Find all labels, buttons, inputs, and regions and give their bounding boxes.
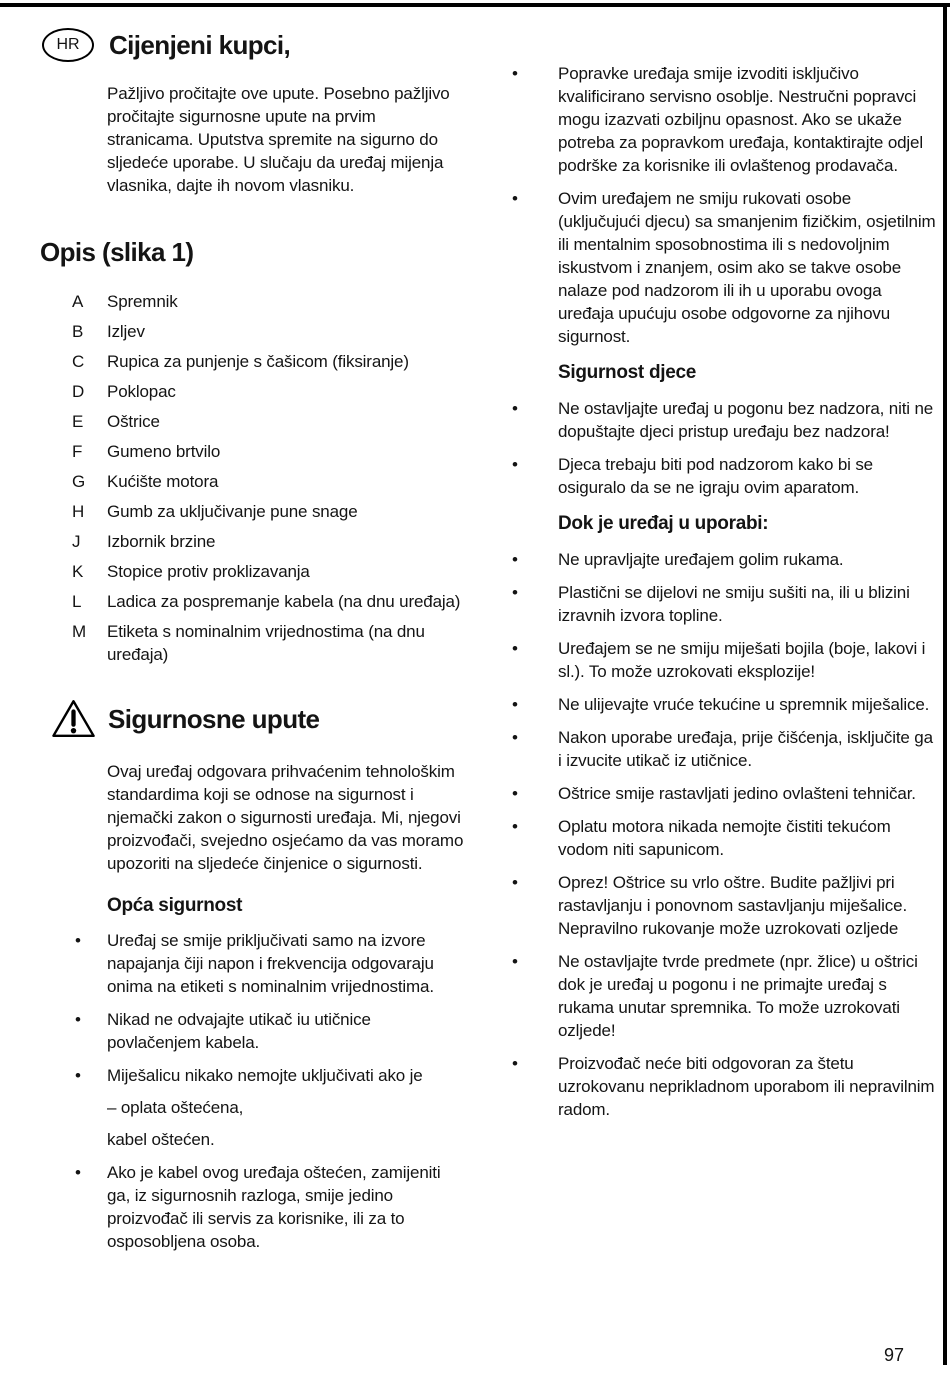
bullet-text: Ne ostavljajte uređaj u pogonu bez nadzora, niti ne dopuštajte djeci pristup uređaju bez nadzora!	[558, 399, 934, 441]
part-label: Izljev	[107, 322, 145, 341]
bullet-item	[508, 397, 936, 443]
bullet-dot: •	[512, 695, 518, 714]
parts-list	[72, 290, 466, 666]
part-row	[72, 350, 466, 373]
part-key: L	[72, 592, 82, 611]
child-safety-title: Sigurnost djece	[558, 362, 697, 383]
part-label: Etiketa s nominalnim vrijednostima (na dnu uređaja)	[107, 622, 425, 664]
bullet-text: Proizvođač neće biti odgovoran za štetu uzrokovanu neprikladnom uporabom ili nepravilnim radom.	[558, 1054, 935, 1119]
bullet-item	[508, 693, 936, 716]
bullet-dot: •	[512, 817, 518, 836]
bullet-text: Oprez! Oštrice su vrlo oštre. Budite pažljivi pri rastavljanju i ponovnom sastavljanju miješalice. Nepravilno rukovanje može uzrokovati ozljede	[558, 873, 908, 938]
bullet-item	[508, 782, 936, 805]
part-row	[72, 620, 466, 666]
safety-header	[50, 698, 466, 740]
safety-title: Sigurnosne upute	[108, 703, 320, 734]
hr-language-badge-icon: HR	[42, 28, 94, 62]
left-column	[0, 0, 466, 1263]
bullet-dot: •	[512, 639, 518, 658]
part-key: K	[72, 562, 84, 581]
bullet-item	[42, 929, 466, 998]
part-row	[72, 470, 466, 493]
bullet-dot: •	[75, 1066, 81, 1085]
part-row	[72, 290, 466, 313]
bullet-item	[42, 1161, 466, 1253]
bullet-item	[508, 453, 936, 499]
bullet-dot: •	[512, 455, 518, 474]
bullet-item	[508, 581, 936, 627]
bullet-text-group	[107, 1064, 466, 1151]
general-safety-title: Opća sigurnost	[107, 895, 243, 916]
bullet-dot: •	[512, 952, 518, 971]
bullet-dot: •	[512, 784, 518, 803]
part-row	[72, 440, 466, 463]
bullet-text: Ako je kabel ovog uređaja oštećen, zamijeniti ga, iz sigurnosnih razloga, smije jedino proizvođač ili servis za korisnike, ili za to osposobljena osoba.	[107, 1163, 441, 1251]
bullet-item	[508, 815, 936, 861]
part-label: Spremnik	[107, 292, 178, 311]
part-label: Oštrice	[107, 412, 160, 431]
part-label: Stopice protiv proklizavanja	[107, 562, 310, 581]
bullet-text: Ovim uređajem ne smiju rukovati osobe (uključujući djecu) sa smanjenim fizičkim, osjetilnim ili mentalnim sposobnostima ili s nedovoljnim iskustvom i znanjem, osim ako se takve osobe nalaze pod nadzorom ili ih u uporabu ovoga uređaja upućuju osobe odgovorne za njihovu sigurnost.	[558, 189, 936, 346]
greeting-title: Cijenjeni kupci,	[109, 29, 291, 60]
part-row	[72, 500, 466, 523]
part-row	[72, 320, 466, 343]
bullet-item	[508, 548, 936, 571]
bullet-text: Ne upravljajte uređajem golim rukama.	[558, 550, 844, 569]
part-row	[72, 530, 466, 553]
part-key: J	[72, 532, 81, 551]
bullet-item	[42, 1064, 466, 1151]
in-use-title: Dok je uređaj u uporabi:	[558, 513, 769, 534]
bullet-item	[508, 187, 936, 348]
greeting-header	[42, 28, 466, 62]
bullet-item	[508, 637, 936, 683]
bullet-dot: •	[512, 728, 518, 747]
part-key: B	[72, 322, 84, 341]
bullet-text: Popravke uređaja smije izvoditi isključivo kvalificirano servisno osoblje. Nestručni popravci mogu izazvati ozbiljnu opasnost. Ako se ukaže potreba za popravkom uređaja, kontaktirajte odjel podrške za korisnike ili ovlaštenog prodavača.	[558, 64, 923, 175]
part-key: M	[72, 622, 87, 641]
part-label: Izbornik brzine	[107, 532, 216, 551]
bullet-dot: •	[512, 189, 518, 208]
part-row	[72, 410, 466, 433]
bullet-dot: •	[512, 583, 518, 602]
bullet-text: Uređaj se smije priključivati samo na izvore napajanja čiji napon i frekvencija odgovaraju onima na etiketi s nominalnim vrijednostima.	[107, 931, 434, 996]
bullet-text: Djeca trebaju biti pod nadzorom kako bi se osiguralo da se ne igraju ovim aparatom.	[558, 455, 873, 497]
part-key: F	[72, 442, 83, 461]
bullet-item	[508, 62, 936, 177]
bullet-text: Nakon uporabe uređaja, prije čišćenja, isključite ga i izvucite utikač iz utičnice.	[558, 728, 933, 770]
bullet-text: Uređajem se ne smiju miješati bojila (boje, lakovi i sl.). To može uzrokovati eksplozije!	[558, 639, 926, 681]
right-column	[466, 0, 950, 1263]
bullet-item	[508, 726, 936, 772]
part-row	[72, 560, 466, 583]
bullet-item	[508, 1052, 936, 1121]
warning-triangle-icon	[50, 698, 97, 740]
bullet-text: Plastični se dijelovi ne smiju sušiti na, ili u blizini izravnih izvora topline.	[558, 583, 910, 625]
page-number: 97	[883, 1345, 904, 1365]
part-key: A	[72, 292, 84, 311]
bullet-dot: •	[512, 873, 518, 892]
bullet-text: Ne ostavljajte tvrde predmete (npr. žlice) u oštrici dok je uređaj u pogonu i ne primajte uređaj s rukama unutar spremnika. To može uzrokovati ozljede!	[558, 952, 918, 1040]
greeting-text: Pažljivo pročitajte ove upute. Posebno pažljivo pročitajte sigurnosne upute na prvim stranicama. Uputstva spremite na sigurno do sljedeće uporabe. U slučaju da uređaj mijenja vlasnika, dajte ih novom vlasniku.	[107, 84, 450, 195]
bullet-dot: •	[512, 399, 518, 418]
bullet-subline: kabel oštećen.	[107, 1130, 215, 1149]
bullet-text: Miješalicu nikako nemojte uključivati ako je	[107, 1066, 423, 1085]
part-label: Rupica za punjenje s čašicom (fiksiranje)	[107, 352, 409, 371]
part-label: Kućište motora	[107, 472, 219, 491]
part-key: C	[72, 352, 85, 371]
bullet-dot: •	[75, 1163, 81, 1182]
bullet-item	[42, 1008, 466, 1054]
bullet-text: Oštrice smije rastavljati jedino ovlašteni tehničar.	[558, 784, 916, 803]
safety-intro: Ovaj uređaj odgovara prihvaćenim tehnološkim standardima koji se odnose na sigurnost i njemački zakon o sigurnosti uređaja. Mi, njegovi proizvođači, svejedno osjećamo da vas moramo upozoriti na sljedeće činjenice o sigurnosti.	[107, 762, 464, 873]
part-key: G	[72, 472, 86, 491]
part-label: Gumb za uključivanje pune snage	[107, 502, 358, 521]
bullet-item	[508, 871, 936, 940]
part-key: H	[72, 502, 85, 521]
part-label: Gumeno brtvilo	[107, 442, 221, 461]
bullet-subline: – oplata oštećena,	[107, 1098, 244, 1117]
bullet-item	[508, 950, 936, 1042]
part-key: E	[72, 412, 84, 431]
part-row	[72, 590, 466, 613]
bullet-dot: •	[512, 550, 518, 569]
description-title: Opis (slika 1)	[40, 237, 194, 267]
bullet-text: Nikad ne odvajajte utikač iu utičnice povlačenjem kabela.	[107, 1010, 371, 1052]
bullet-text: Oplatu motora nikada nemojte čistiti tekućom vodom niti sapunicom.	[558, 817, 891, 859]
bullet-dot: •	[75, 1010, 81, 1029]
bullet-dot: •	[75, 931, 81, 950]
part-row	[72, 380, 466, 403]
part-label: Poklopac	[107, 382, 176, 401]
part-key: D	[72, 382, 85, 401]
bullet-dot: •	[512, 64, 518, 83]
bullet-text: Ne ulijevajte vruće tekućine u spremnik miješalice.	[558, 695, 930, 714]
bullet-dot: •	[512, 1054, 518, 1073]
part-label: Ladica za pospremanje kabela (na dnu uređaja)	[107, 592, 461, 611]
